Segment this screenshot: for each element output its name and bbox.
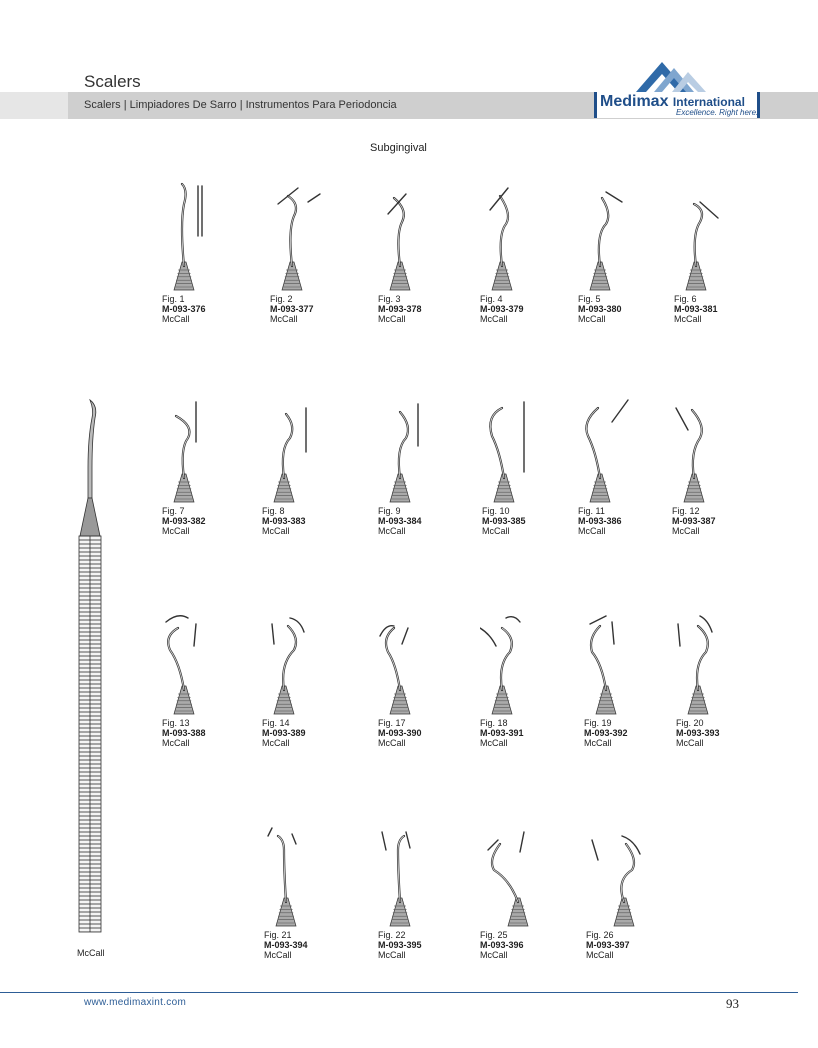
item-code: M-093-376	[162, 304, 206, 314]
item-caption	[578, 506, 622, 536]
item-caption	[162, 718, 206, 748]
item-fig-label: Fig. 17	[378, 718, 406, 728]
item-fig-label: Fig. 3	[378, 294, 401, 304]
item-fig-label: Fig. 13	[162, 718, 190, 728]
scaler-icon	[162, 386, 232, 504]
item-caption	[586, 930, 630, 960]
item-name: McCall	[676, 738, 704, 748]
header-band-notch	[0, 92, 68, 119]
item-caption	[482, 506, 526, 536]
scaler-icon	[586, 810, 656, 928]
scaler-icon	[672, 386, 742, 504]
instrument-item	[378, 386, 458, 546]
item-caption	[672, 506, 716, 536]
item-name: McCall	[264, 950, 292, 960]
item-code: M-093-389	[262, 728, 306, 738]
scaler-icon	[578, 386, 648, 504]
item-name: McCall	[162, 526, 190, 536]
instrument-item	[270, 174, 350, 334]
item-name: McCall	[482, 526, 510, 536]
logo-name-main: Medimax	[600, 93, 669, 110]
item-code: M-093-377	[270, 304, 314, 314]
item-fig-label: Fig. 18	[480, 718, 508, 728]
instrument-item	[262, 598, 342, 758]
item-code: M-093-395	[378, 940, 422, 950]
logo-mountains-icon	[594, 56, 756, 96]
item-code: M-093-378	[378, 304, 422, 314]
scaler-icon	[264, 810, 334, 928]
item-code: M-093-387	[672, 516, 716, 526]
instrument-item	[578, 174, 658, 334]
instrument-item	[586, 810, 666, 970]
item-fig-label: Fig. 11	[578, 506, 605, 516]
item-name: McCall	[480, 738, 508, 748]
scaler-icon	[378, 598, 448, 716]
scaler-icon	[378, 810, 448, 928]
item-code: M-093-397	[586, 940, 630, 950]
item-caption	[676, 718, 720, 748]
item-fig-label: Fig. 25	[480, 930, 508, 940]
item-caption	[162, 294, 206, 324]
item-fig-label: Fig. 22	[378, 930, 406, 940]
item-code: M-093-380	[578, 304, 622, 314]
section-label: Subgingival	[370, 142, 427, 154]
item-name: McCall	[480, 950, 508, 960]
instrument-item	[378, 810, 458, 970]
item-name: McCall	[672, 526, 700, 536]
item-caption	[262, 718, 306, 748]
scaler-icon	[262, 386, 332, 504]
item-code: M-093-391	[480, 728, 524, 738]
item-caption	[578, 294, 622, 324]
scaler-icon	[674, 174, 744, 292]
logo-name-suffix: International	[672, 95, 745, 109]
scaler-icon	[262, 598, 332, 716]
instrument-item	[672, 386, 752, 546]
item-fig-label: Fig. 9	[378, 506, 401, 516]
item-code: M-093-390	[378, 728, 422, 738]
item-fig-label: Fig. 19	[584, 718, 612, 728]
item-name: McCall	[674, 314, 702, 324]
item-fig-label: Fig. 2	[270, 294, 293, 304]
item-fig-label: Fig. 26	[586, 930, 614, 940]
item-code: M-093-385	[482, 516, 526, 526]
item-code: M-093-383	[262, 516, 306, 526]
page-subtitle: Scalers | Limpiadores De Sarro | Instrumentos Para Periodoncia	[84, 99, 397, 111]
instrument-item	[676, 598, 756, 758]
instrument-handle-illustration	[76, 398, 106, 938]
item-code: M-093-382	[162, 516, 206, 526]
item-name: McCall	[578, 314, 606, 324]
brand-logo	[594, 56, 759, 120]
page-number: 93	[726, 996, 739, 1011]
item-caption	[378, 930, 422, 960]
scaler-icon	[480, 174, 550, 292]
instrument-item	[162, 386, 242, 546]
instrument-item	[674, 174, 754, 334]
logo-tagline: Excellence. Right here.	[676, 108, 759, 117]
item-caption	[262, 506, 306, 536]
item-name: McCall	[480, 314, 508, 324]
item-caption	[480, 294, 524, 324]
item-name: McCall	[584, 738, 612, 748]
item-fig-label: Fig. 8	[262, 506, 285, 516]
instrument-item	[480, 810, 560, 970]
item-caption	[162, 506, 206, 536]
item-caption	[378, 506, 422, 536]
scaler-icon	[482, 386, 552, 504]
scaler-icon	[676, 598, 746, 716]
item-caption	[480, 930, 524, 960]
scaler-icon	[378, 386, 448, 504]
item-code: M-093-392	[584, 728, 628, 738]
instrument-item	[578, 386, 658, 546]
item-name: McCall	[378, 950, 406, 960]
item-name: McCall	[378, 526, 406, 536]
item-fig-label: Fig. 5	[578, 294, 601, 304]
instrument-item	[262, 386, 342, 546]
handle-icon	[76, 398, 106, 938]
item-name: McCall	[270, 314, 298, 324]
item-code: M-093-379	[480, 304, 524, 314]
instrument-item	[378, 174, 458, 334]
instrument-item	[162, 598, 242, 758]
item-name: McCall	[162, 314, 190, 324]
item-caption	[480, 718, 524, 748]
item-name: McCall	[162, 738, 190, 748]
scaler-icon	[270, 174, 340, 292]
item-name: McCall	[586, 950, 614, 960]
item-code: M-093-396	[480, 940, 524, 950]
item-code: M-093-393	[676, 728, 720, 738]
item-caption	[378, 294, 422, 324]
item-fig-label: Fig. 20	[676, 718, 704, 728]
item-caption	[270, 294, 314, 324]
scaler-icon	[480, 598, 550, 716]
footer-rule	[0, 992, 798, 993]
item-fig-label: Fig. 12	[672, 506, 700, 516]
instrument-item	[480, 174, 560, 334]
item-fig-label: Fig. 6	[674, 294, 697, 304]
item-caption	[264, 930, 308, 960]
item-code: M-093-386	[578, 516, 622, 526]
item-code: M-093-388	[162, 728, 206, 738]
scaler-icon	[378, 174, 448, 292]
item-name: McCall	[578, 526, 606, 536]
item-name: McCall	[378, 738, 406, 748]
item-fig-label: Fig. 4	[480, 294, 503, 304]
instrument-item	[480, 598, 560, 758]
item-fig-label: Fig. 7	[162, 506, 185, 516]
item-caption	[378, 718, 422, 748]
item-caption	[584, 718, 628, 748]
item-name: McCall	[262, 526, 290, 536]
item-code: M-093-394	[264, 940, 308, 950]
item-fig-label: Fig. 21	[264, 930, 292, 940]
page-title: Scalers	[84, 72, 141, 91]
instrument-item	[162, 174, 242, 334]
instrument-item	[378, 598, 458, 758]
item-name: McCall	[378, 314, 406, 324]
scaler-icon	[584, 598, 654, 716]
scaler-icon	[162, 174, 232, 292]
instrument-item	[482, 386, 562, 546]
scaler-icon	[162, 598, 232, 716]
scaler-icon	[578, 174, 648, 292]
item-fig-label: Fig. 14	[262, 718, 290, 728]
item-fig-label: Fig. 10	[482, 506, 510, 516]
scaler-icon	[480, 810, 550, 928]
instrument-item	[584, 598, 664, 758]
item-code: M-093-384	[378, 516, 422, 526]
handle-label: McCall	[77, 948, 105, 958]
item-caption	[674, 294, 718, 324]
item-name: McCall	[262, 738, 290, 748]
item-code: M-093-381	[674, 304, 718, 314]
instrument-item	[264, 810, 344, 970]
footer-url[interactable]: www.medimaxint.com	[84, 997, 187, 1008]
item-fig-label: Fig. 1	[162, 294, 185, 304]
